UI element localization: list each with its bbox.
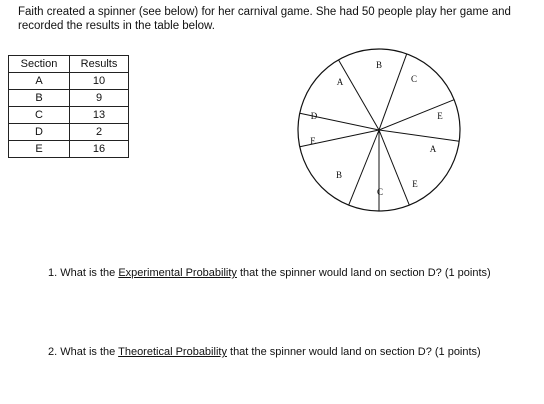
spinner-divider (376, 130, 409, 205)
question-1-prefix: 1. What is the (48, 267, 119, 279)
spinner-divider (379, 54, 407, 130)
section-label: B (335, 170, 343, 180)
spinner-divider (349, 130, 379, 205)
spinner-diagram (294, 46, 464, 216)
table-row (9, 124, 129, 141)
result-cell: 13 (70, 107, 129, 124)
result-cell: 16 (70, 141, 129, 158)
section-label: A (429, 144, 437, 154)
table-row (9, 107, 129, 124)
section-label: C (376, 187, 384, 197)
table-row (9, 73, 129, 90)
result-cell: 9 (70, 90, 129, 107)
header-section: Section (9, 56, 70, 73)
result-cell: 10 (70, 73, 129, 90)
section-label: E (412, 179, 418, 189)
question-2 (48, 345, 481, 359)
spinner-divider (379, 130, 459, 141)
section-label: E (310, 136, 316, 146)
question-2-suffix: that the spinner would land on section D? (1 points) (226, 346, 481, 358)
table-header-row (9, 56, 129, 73)
table-row (9, 141, 129, 158)
section-cell: C (9, 107, 70, 124)
section-label: A (336, 77, 344, 87)
result-cell: 2 (70, 124, 129, 141)
table-row (9, 90, 129, 107)
question-1 (48, 266, 491, 280)
question-2-term: Theoretical Probability (118, 346, 227, 358)
section-label: D (310, 111, 318, 121)
section-label: B (375, 60, 383, 70)
intro-text: Faith created a spinner (see below) for her carnival game. She had 50 people play her game and recorded the results in the table below. (18, 6, 511, 32)
header-results: Results (70, 56, 129, 73)
question-2-prefix: 2. What is the (48, 346, 119, 358)
section-cell: D (9, 124, 70, 141)
section-cell: A (9, 73, 70, 90)
question-1-term: Experimental Probability (118, 267, 237, 279)
question-1-suffix: that the spinner would land on section D? (1 points) (236, 267, 491, 279)
section-cell: E (9, 141, 70, 158)
results-table (8, 55, 129, 158)
spinner-divider (336, 60, 383, 130)
section-label: E (437, 111, 443, 121)
section-cell: B (9, 90, 70, 107)
spinner-divider (379, 100, 454, 130)
section-label: C (410, 74, 418, 84)
